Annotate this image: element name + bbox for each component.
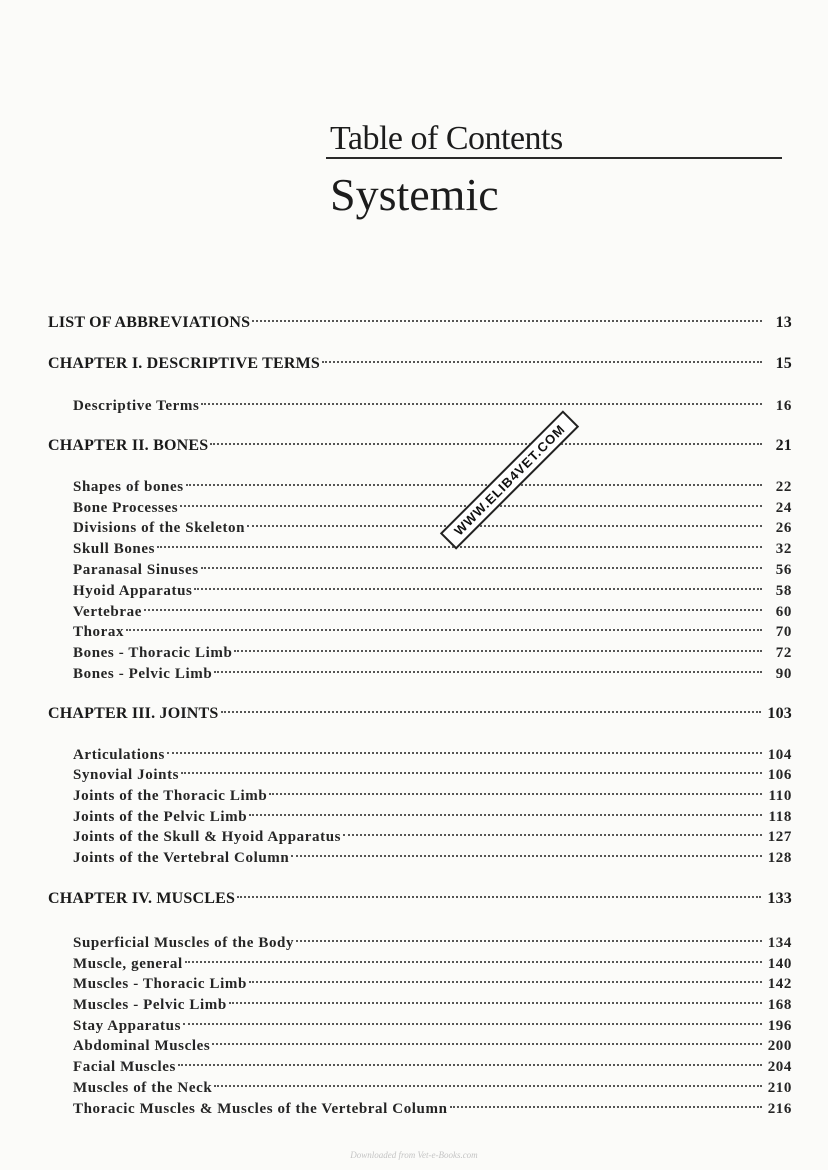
toc-entry-label: Bones - Thoracic Limb: [73, 645, 233, 661]
toc-entry-label: CHAPTER IV. MUSCLES: [48, 890, 236, 907]
toc-entry-page-number: 72: [775, 645, 792, 661]
toc-section-entry[interactable]: [73, 663, 792, 685]
toc-entry-page-number: 24: [775, 500, 792, 516]
toc-entry-label: Joints of the Thoracic Limb: [73, 788, 268, 804]
toc-section-entry[interactable]: [73, 826, 792, 848]
dot-leader: [234, 650, 762, 652]
dot-leader: [167, 752, 762, 754]
dot-leader: [183, 1023, 762, 1025]
toc-section-entry[interactable]: [73, 953, 792, 975]
toc-entry-page-number: 90: [775, 666, 792, 682]
toc-entry-page-number: 128: [767, 850, 792, 866]
toc-entry-page-number: 134: [767, 935, 792, 951]
toc-section-entry[interactable]: [73, 1035, 792, 1057]
toc-section-entry[interactable]: [73, 1015, 792, 1037]
toc-header-rule: [326, 157, 782, 159]
toc-section-entry[interactable]: [73, 744, 792, 766]
toc-entry-label: Facial Muscles: [73, 1059, 176, 1075]
toc-entry-label: CHAPTER II. BONES: [48, 437, 209, 454]
dot-leader: [343, 834, 762, 836]
toc-chapter-entry[interactable]: [48, 353, 792, 375]
toc-entry-label: LIST OF ABBREVIATIONS: [48, 314, 251, 331]
dot-leader: [212, 1043, 761, 1045]
toc-entry-label: Muscles - Thoracic Limb: [73, 976, 247, 992]
dot-leader: [201, 403, 762, 405]
toc-entry-page-number: 140: [767, 956, 792, 972]
toc-section-entry[interactable]: [73, 517, 792, 539]
toc-entry-page-number: 200: [767, 1038, 792, 1054]
toc-section-entry[interactable]: [73, 580, 792, 602]
toc-entry-page-number: 210: [767, 1080, 792, 1096]
toc-entry-label: Skull Bones: [73, 541, 156, 557]
toc-entry-label: Articulations: [73, 747, 165, 763]
dot-leader: [194, 588, 762, 590]
toc-entry-page-number: 15: [775, 355, 792, 372]
toc-entry-label: Muscle, general: [73, 956, 183, 972]
dot-leader: [214, 671, 762, 673]
dot-leader: [214, 1085, 761, 1087]
toc-entry-page-number: 26: [775, 520, 792, 536]
toc-entry-page-number: 110: [768, 788, 792, 804]
dot-leader: [291, 855, 761, 857]
toc-section-entry[interactable]: [73, 559, 792, 581]
toc-section-entry[interactable]: [73, 973, 792, 995]
dot-leader: [229, 1002, 762, 1004]
toc-entry-page-number: 70: [775, 624, 792, 640]
toc-entry-label: Paranasal Sinuses: [73, 562, 199, 578]
toc-section-entry[interactable]: [73, 994, 792, 1016]
toc-header-subtitle: Systemic: [330, 169, 499, 220]
page-footer: Downloaded from Vet-e-Books.com: [350, 1150, 478, 1160]
toc-chapter-entry[interactable]: [48, 435, 792, 457]
toc-entry-label: Divisions of the Skeleton: [73, 520, 246, 536]
dot-leader: [249, 981, 762, 983]
toc-entry-page-number: 103: [767, 705, 792, 722]
toc-entry-label: Hyoid Apparatus: [73, 583, 193, 599]
toc-entry-label: Superficial Muscles of the Body: [73, 935, 295, 951]
toc-section-entry[interactable]: [73, 497, 792, 519]
dot-leader: [157, 546, 762, 548]
toc-entry-label: Joints of the Vertebral Column: [73, 850, 290, 866]
dot-leader: [178, 1064, 762, 1066]
toc-entry-page-number: 196: [767, 1018, 792, 1034]
toc-entry-label: Stay Apparatus: [73, 1018, 182, 1034]
toc-entry-page-number: 60: [775, 604, 792, 620]
toc-entry-label: Descriptive Terms: [73, 398, 200, 414]
dot-leader: [181, 772, 762, 774]
toc-entry-label: CHAPTER I. DESCRIPTIVE TERMS: [48, 355, 321, 372]
toc-chapter-entry[interactable]: [48, 703, 792, 725]
toc-section-entry[interactable]: [73, 621, 792, 643]
dot-leader: [186, 484, 762, 486]
dot-leader: [247, 525, 762, 527]
dot-leader: [322, 361, 762, 363]
toc-entry-label: Thoracic Muscles & Muscles of the Vertebral Column: [73, 1101, 448, 1117]
toc-section-entry[interactable]: [73, 932, 792, 954]
toc-entry-label: CHAPTER III. JOINTS: [48, 705, 219, 722]
toc-entry-label: Muscles of the Neck: [73, 1080, 213, 1096]
toc-entry-page-number: 21: [775, 437, 792, 454]
toc-entry-label: Joints of the Pelvic Limb: [73, 809, 248, 825]
toc-section-entry[interactable]: [73, 847, 792, 869]
toc-section-entry[interactable]: [73, 476, 792, 498]
dot-leader: [450, 1106, 762, 1108]
dot-leader: [237, 896, 761, 898]
toc-chapter-entry[interactable]: [48, 312, 792, 334]
toc-section-entry[interactable]: [73, 538, 792, 560]
toc-entry-label: Bones - Pelvic Limb: [73, 666, 213, 682]
toc-entry-page-number: 106: [767, 767, 792, 783]
toc-chapter-entry[interactable]: [48, 888, 792, 910]
toc-section-entry[interactable]: [73, 1077, 792, 1099]
dot-leader: [210, 443, 762, 445]
toc-entry-page-number: 13: [775, 314, 792, 331]
toc-entry-page-number: 58: [775, 583, 792, 599]
toc-entry-page-number: 32: [775, 541, 792, 557]
toc-entry-page-number: 204: [767, 1059, 792, 1075]
watermark-stamp: WWW.ELIB4VET.COM: [440, 410, 580, 550]
toc-entry-page-number: 22: [775, 479, 792, 495]
toc-section-entry[interactable]: [73, 1056, 792, 1078]
toc-section-entry[interactable]: [73, 642, 792, 664]
toc-entry-page-number: 56: [775, 562, 792, 578]
toc-entry-page-number: 133: [767, 890, 792, 907]
toc-section-entry[interactable]: [73, 395, 792, 417]
toc-section-entry[interactable]: [73, 764, 792, 786]
toc-section-entry[interactable]: [73, 601, 792, 623]
toc-section-entry[interactable]: [73, 806, 792, 828]
toc-section-entry[interactable]: [73, 785, 792, 807]
toc-entry-label: Thorax: [73, 624, 125, 640]
dot-leader: [185, 961, 762, 963]
toc-entry-page-number: 168: [767, 997, 792, 1013]
toc-section-entry[interactable]: [73, 1098, 792, 1120]
toc-entry-page-number: 16: [775, 398, 792, 414]
toc-entry-label: Muscles - Pelvic Limb: [73, 997, 227, 1013]
toc-entry-page-number: 104: [767, 747, 792, 763]
dot-leader: [144, 609, 762, 611]
dot-leader: [249, 814, 762, 816]
toc-entry-page-number: 127: [767, 829, 792, 845]
toc-entry-label: Bone Processes: [73, 500, 179, 516]
dot-leader: [269, 793, 762, 795]
toc-entry-label: Synovial Joints: [73, 767, 180, 783]
dot-leader: [221, 711, 762, 713]
toc-header-title: Table of Contents: [330, 120, 563, 157]
dot-leader: [201, 567, 762, 569]
toc-entry-label: Abdominal Muscles: [73, 1038, 211, 1054]
dot-leader: [126, 629, 762, 631]
toc-entry-page-number: 142: [767, 976, 792, 992]
toc-entry-page-number: 216: [767, 1101, 792, 1117]
toc-entry-label: Joints of the Skull & Hyoid Apparatus: [73, 829, 342, 845]
toc-entry-label: Shapes of bones: [73, 479, 184, 495]
toc-entry-label: Vertebrae: [73, 604, 142, 620]
dot-leader: [296, 940, 762, 942]
dot-leader: [252, 320, 762, 322]
toc-entry-page-number: 118: [768, 809, 792, 825]
